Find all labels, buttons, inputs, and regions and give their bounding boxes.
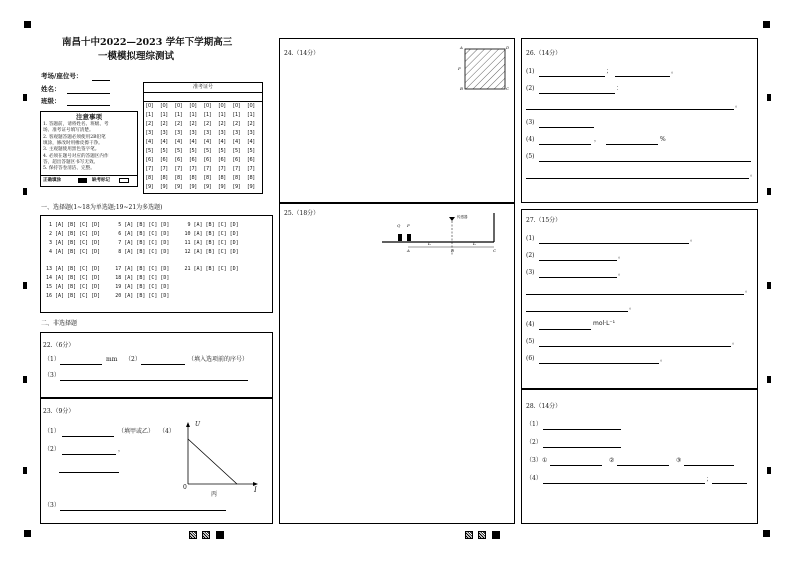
q26-part5-label: (5)	[526, 153, 535, 160]
admission-digit-bubble[interactable]: [3]	[175, 130, 183, 136]
absent-mark-label: 缺考标记	[92, 178, 110, 183]
timing-mark	[767, 376, 771, 383]
admission-digit-bubble[interactable]: [9]	[218, 184, 226, 190]
choice-row[interactable]: 3 [A] [B] [C] [D] 7 [A] [B] [C] [D] 11 [A] [B] [C] [D]	[46, 240, 239, 246]
admission-digit-bubble[interactable]: [8]	[218, 175, 226, 181]
admission-digit-bubble[interactable]: [9]	[247, 184, 255, 190]
q25-panel	[279, 203, 515, 524]
q27-answer5[interactable]	[539, 346, 731, 347]
notice-line: 2. 客观题答题必须使用2B铅笔	[43, 134, 106, 140]
choice-panel	[40, 215, 273, 313]
page-code-mark	[465, 531, 473, 539]
admission-number-label: 准考证号	[192, 84, 213, 90]
registration-mark	[763, 530, 770, 537]
q28-answer4b[interactable]	[712, 483, 747, 484]
q27-part4-label: (4)	[526, 321, 535, 328]
admission-digit-bubble[interactable]: [2]	[233, 121, 241, 127]
q25-label-b: B	[451, 248, 454, 253]
admission-digit-bubble[interactable]: [2]	[146, 121, 154, 127]
q27-panel	[521, 209, 758, 389]
admission-digit-bubble[interactable]: [4]	[233, 139, 241, 145]
q23-answer2a[interactable]	[62, 454, 116, 455]
q27-end5: 。	[732, 339, 739, 346]
q28-circle3: ③	[676, 457, 682, 464]
q25-sensor-label: 传感器	[457, 215, 468, 219]
notice-line: 答，超出答题区书写无效。	[43, 159, 99, 165]
admission-digit-bubble[interactable]: [2]	[160, 121, 168, 127]
correct-fill-label: 正确填涂	[43, 178, 61, 183]
admission-digit-bubble[interactable]: [9]	[189, 184, 197, 190]
class-field[interactable]	[67, 105, 110, 106]
admission-digit-bubble[interactable]: [6]	[218, 157, 226, 163]
correct-fill-sample	[78, 178, 87, 183]
q28-part1-label: （1）	[526, 421, 542, 428]
graph-caption: 丙	[211, 491, 218, 498]
q24-label-a: A	[460, 45, 463, 50]
admission-digit-bubble[interactable]: [7]	[218, 166, 226, 172]
q22-panel	[40, 332, 273, 398]
timing-mark	[23, 376, 27, 383]
timing-mark	[767, 94, 771, 101]
timing-mark	[23, 282, 27, 289]
q26-answer2a[interactable]	[539, 93, 615, 94]
admission-digit-bubble[interactable]: [6]	[233, 157, 241, 163]
notice-title: 注意事项	[76, 113, 102, 121]
q27-part5-label: (5)	[526, 338, 535, 345]
admission-digit-bubble[interactable]: [3]	[160, 130, 168, 136]
q24-heading: 24.（14分）	[284, 50, 320, 57]
q27-part1-label: (1)	[526, 235, 535, 242]
q27-part3-label: (3)	[526, 269, 535, 276]
q28-part3-label: （3）	[526, 457, 542, 464]
q23-answer3[interactable]	[60, 510, 226, 511]
q27-answer3a[interactable]	[539, 277, 617, 278]
q26-answer4b[interactable]	[606, 144, 658, 145]
admission-digit-bubble[interactable]: [5]	[189, 148, 197, 154]
q28-answer3c[interactable]	[684, 465, 734, 466]
q26-answer1a[interactable]	[539, 76, 605, 77]
admission-digit-bubble[interactable]: [0]	[175, 103, 183, 109]
registration-mark	[24, 530, 31, 537]
admission-digit-bubble[interactable]: [7]	[233, 166, 241, 172]
q28-answer3a[interactable]	[550, 465, 602, 466]
admission-digit-bubble[interactable]: [0]	[204, 103, 212, 109]
admission-digit-bubble[interactable]: [8]	[233, 175, 241, 181]
q22-heading: 22.（6分）	[43, 342, 75, 349]
admission-digit-bubble[interactable]: [4]	[160, 139, 168, 145]
admission-digit-bubble[interactable]: [2]	[218, 121, 226, 127]
notice-line: 填涂，修改时用橡皮擦干净。	[43, 140, 103, 146]
choice-row[interactable]: 14 [A] [B] [C] [D] 18 [A] [B] [C] [D]	[46, 275, 170, 281]
q24-label-c: C	[506, 86, 510, 91]
admission-digit-bubble[interactable]: [6]	[175, 157, 183, 163]
notice-line: 场、准考证号填写清楚。	[43, 128, 94, 134]
graph-origin: 0	[183, 484, 187, 491]
admission-digit-bubble[interactable]: [4]	[175, 139, 183, 145]
q27-end1: 。	[690, 236, 697, 243]
q23-comma: ，	[118, 446, 125, 453]
q23-answer1[interactable]	[62, 436, 114, 437]
admission-digit-bubble[interactable]: [1]	[175, 112, 183, 118]
admission-digit-bubble[interactable]: [0]	[146, 103, 154, 109]
q22-answer3[interactable]	[60, 380, 248, 381]
choice-row[interactable]: 13 [A] [B] [C] [D] 17 [A] [B] [C] [D] 21 [A] [B] [C] [D]	[46, 266, 239, 272]
q27-end3b: 。	[745, 287, 752, 294]
q24-label-b: B	[460, 86, 463, 91]
admission-digit-bubble[interactable]: [4]	[247, 139, 255, 145]
q23-panel	[40, 398, 273, 524]
admission-digit-bubble[interactable]: [5]	[175, 148, 183, 154]
admission-digit-bubble[interactable]: [1]	[204, 112, 212, 118]
admission-digit-bubble[interactable]: [3]	[218, 130, 226, 136]
q23-answer2b[interactable]	[59, 472, 119, 473]
q24-panel	[279, 38, 515, 203]
q27-end2: 。	[618, 253, 625, 260]
admission-digit-bubble[interactable]: [6]	[189, 157, 197, 163]
q23-heading: 23.（9分）	[43, 408, 75, 415]
admission-digit-bubble[interactable]: [9]	[175, 184, 183, 190]
absent-mark-box[interactable]	[119, 178, 129, 183]
timing-mark	[767, 188, 771, 195]
admission-digit-bubble[interactable]: [0]	[160, 103, 168, 109]
admission-digit-bubble[interactable]: [3]	[247, 130, 255, 136]
q27-answer4[interactable]	[539, 329, 591, 330]
admission-digit-bubble[interactable]: [8]	[175, 175, 183, 181]
admission-digit-bubble[interactable]: [9]	[160, 184, 168, 190]
q26-answer5a[interactable]	[539, 161, 751, 162]
q26-end: 。	[671, 68, 678, 75]
admission-digit-bubble[interactable]: [2]	[175, 121, 183, 127]
q25-label-c: C	[493, 248, 497, 253]
page-code-mark	[216, 531, 224, 539]
admission-digit-bubble[interactable]: [2]	[189, 121, 197, 127]
section2-title: 二、非选择题	[41, 320, 78, 327]
q27-end6: 。	[660, 356, 667, 363]
admission-digit-bubble[interactable]: [0]	[247, 103, 255, 109]
admission-digit-bubble[interactable]: [7]	[146, 166, 154, 172]
admission-digit-bubble[interactable]: [4]	[218, 139, 226, 145]
q26-colon: ：	[616, 85, 623, 92]
admission-digit-bubble[interactable]: [9]	[233, 184, 241, 190]
exam-room-label: 考场/座位号：	[41, 72, 83, 80]
q26-part3-label: (3)	[526, 119, 535, 126]
q22-answer1[interactable]	[60, 364, 102, 365]
q27-answer1[interactable]	[539, 243, 689, 244]
choice-row[interactable]: 16 [A] [B] [C] [D] 20 [A] [B] [C] [D]	[46, 293, 170, 299]
admission-digit-bubble[interactable]: [2]	[204, 121, 212, 127]
admission-digit-bubble[interactable]: [8]	[146, 175, 154, 181]
admission-digit-bubble[interactable]: [7]	[204, 166, 212, 172]
choice-row[interactable]: 4 [A] [B] [C] [D] 8 [A] [B] [C] [D] 12 [A] [B] [C] [D]	[46, 249, 239, 255]
exam-room-field[interactable]	[92, 80, 110, 81]
q25-label-a: A	[407, 248, 410, 253]
q28-answer1[interactable]	[543, 429, 621, 430]
q25-diagram	[380, 209, 504, 259]
page-code-mark	[189, 531, 197, 539]
name-field[interactable]	[67, 93, 110, 94]
q28-part2-label: （2）	[526, 439, 542, 446]
q23-part3-label: （3）	[44, 502, 60, 509]
admission-digit-bubble[interactable]: [6]	[160, 157, 168, 163]
admission-digit-bubble[interactable]: [1]	[160, 112, 168, 118]
q27-end3: 。	[618, 270, 625, 277]
timing-mark	[23, 467, 27, 474]
name-label: 姓名：	[41, 85, 61, 93]
admission-digit-bubble[interactable]: [1]	[247, 112, 255, 118]
admission-digit-bubble[interactable]: [8]	[247, 175, 255, 181]
admission-digit-bubble[interactable]: [0]	[189, 103, 197, 109]
q27-part6-label: (6)	[526, 355, 535, 362]
q26-panel	[521, 38, 758, 203]
q26-answer4a[interactable]	[539, 144, 591, 145]
q28-answer2[interactable]	[543, 447, 621, 448]
admission-digit-bubble[interactable]: [1]	[233, 112, 241, 118]
admission-digit-bubble[interactable]: [1]	[146, 112, 154, 118]
admission-digit-bubble[interactable]: [6]	[204, 157, 212, 163]
admission-digit-bubble[interactable]: [5]	[247, 148, 255, 154]
ui-line	[188, 439, 237, 484]
q26-percent: %	[660, 136, 666, 143]
registration-mark	[24, 21, 31, 28]
q22-unit: mm	[106, 356, 118, 363]
exam-title-line2: 一模模拟理综测试	[98, 51, 175, 62]
q27-heading: 27.（15分）	[526, 217, 562, 224]
exam-title-line1: 南昌十中2022—2023 学年下学期高三	[62, 37, 233, 48]
registration-mark	[763, 21, 770, 28]
admission-digit-bubble[interactable]: [7]	[247, 166, 255, 172]
q24-label-p: P	[458, 66, 461, 71]
timing-mark	[23, 94, 27, 101]
q27-end3c: 。	[629, 304, 636, 311]
admission-digit-bubble[interactable]: [5]	[146, 148, 154, 154]
admission-digit-bubble[interactable]: [6]	[146, 157, 154, 163]
q26-sep: ；	[606, 68, 613, 75]
q23-part4-label: （4）	[159, 428, 175, 435]
q22-part3-label: （3）	[44, 372, 60, 379]
block-p	[407, 234, 411, 241]
admission-digit-bubble[interactable]: [4]	[146, 139, 154, 145]
admission-digit-bubble[interactable]: [7]	[189, 166, 197, 172]
admission-digit-bubble[interactable]: [3]	[204, 130, 212, 136]
admission-digit-bubble[interactable]: [4]	[189, 139, 197, 145]
q26-answer3[interactable]	[539, 127, 594, 128]
choice-row[interactable]: 2 [A] [B] [C] [D] 6 [A] [B] [C] [D] 10 [A] [B] [C] [D]	[46, 231, 239, 237]
admission-digit-bubble[interactable]: [7]	[160, 166, 168, 172]
notice-line: 5. 保持答卷清洁、完整。	[43, 166, 95, 172]
admission-digit-bubble[interactable]: [5]	[233, 148, 241, 154]
q28-heading: 28.（14分）	[526, 403, 562, 410]
admission-digit-bubble[interactable]: [2]	[247, 121, 255, 127]
timing-mark	[767, 467, 771, 474]
admission-number-box	[143, 82, 263, 194]
q28-answer3b[interactable]	[617, 465, 669, 466]
q26-answer2b[interactable]	[526, 109, 734, 110]
admission-digit-bubble[interactable]: [5]	[204, 148, 212, 154]
page-code-mark	[202, 531, 210, 539]
admission-digit-bubble[interactable]: [9]	[204, 184, 212, 190]
notice-box	[40, 111, 138, 187]
q26-part2-label: (2)	[526, 85, 535, 92]
block-q	[398, 234, 402, 241]
notice-line: 1. 答题前，请将姓名、班级、考	[43, 122, 109, 127]
ui-graph[interactable]	[181, 421, 261, 499]
q28-part4-label: （4）	[526, 475, 542, 482]
q26-part1-label: (1)	[526, 68, 535, 75]
q27-answer6[interactable]	[539, 363, 659, 364]
q23-part2-label: （2）	[44, 446, 60, 453]
admission-digit-bubble[interactable]: [5]	[218, 148, 226, 154]
q26-heading: 26.（14分）	[526, 50, 562, 57]
q22-part1-label: （1）	[44, 356, 60, 363]
choice-row[interactable]: 15 [A] [B] [C] [D] 19 [A] [B] [C] [D]	[46, 284, 170, 290]
admission-digit-bubble[interactable]: [4]	[204, 139, 212, 145]
q25-label-l1: L	[428, 242, 431, 247]
admission-digit-bubble[interactable]: [3]	[189, 130, 197, 136]
admission-digit-bubble[interactable]: [3]	[146, 130, 154, 136]
q26-end2: 。	[735, 102, 742, 109]
q25-label-p: P	[407, 223, 410, 228]
admission-digit-bubble[interactable]: [5]	[160, 148, 168, 154]
i-axis-label: I	[254, 486, 257, 494]
section1-title: 一、选择题(1~18为单选题;19~21为多选题)	[41, 204, 163, 211]
field-region	[465, 49, 505, 89]
u-axis-label: U	[195, 421, 201, 428]
admission-digit-bubble[interactable]: [0]	[218, 103, 226, 109]
notice-line: 4. 必须在题号对应的答题区内作	[43, 153, 109, 159]
admission-digit-bubble[interactable]: [3]	[233, 130, 241, 136]
q26-answer5b[interactable]	[526, 178, 749, 179]
q28-sep: ；	[706, 476, 713, 483]
timing-mark	[23, 188, 27, 195]
q27-answer3c[interactable]	[526, 311, 628, 312]
q27-unit: mol·L⁻¹	[593, 320, 616, 327]
q22-answer2[interactable]	[141, 364, 185, 365]
q24-diagram	[460, 45, 510, 93]
q24-label-d: D	[506, 45, 510, 50]
q27-answer2[interactable]	[539, 260, 617, 261]
q25-label-l2: L	[473, 242, 476, 247]
timing-mark	[767, 282, 771, 289]
page-code-mark	[492, 531, 500, 539]
admission-digit-bubble[interactable]: [6]	[247, 157, 255, 163]
sensor-icon	[449, 217, 455, 221]
q26-part4-label: (4)	[526, 136, 535, 143]
admission-digit-bubble[interactable]: [8]	[160, 175, 168, 181]
admission-digit-bubble[interactable]: [9]	[146, 184, 154, 190]
q28-circle2: ②	[609, 457, 615, 464]
q22-part2-label: （2）	[125, 356, 141, 363]
q23-part1-label: （1）	[44, 428, 60, 435]
class-label: 班级：	[41, 97, 61, 105]
admission-digit-bubble[interactable]: [8]	[189, 175, 197, 181]
q27-answer3b[interactable]	[526, 294, 744, 295]
choice-row[interactable]: 1 [A] [B] [C] [D] 5 [A] [B] [C] [D] 9 [A] [B] [C] [D]	[46, 222, 239, 228]
q25-label-q: Q	[397, 223, 401, 228]
admission-digit-bubble[interactable]: [1]	[218, 112, 226, 118]
admission-digit-bubble[interactable]: [7]	[175, 166, 183, 172]
q28-answer4a[interactable]	[543, 483, 705, 484]
q22-hint: （填入选项前的序号）	[188, 356, 249, 363]
q28-circle1: ①	[542, 457, 548, 464]
page-code-mark	[478, 531, 486, 539]
q28-panel	[521, 389, 758, 524]
notice-line: 3. 主观题使用黑色签字笔。	[43, 147, 100, 153]
q27-part2-label: (2)	[526, 252, 535, 259]
admission-digit-bubble[interactable]: [8]	[204, 175, 212, 181]
admission-digit-bubble[interactable]: [0]	[233, 103, 241, 109]
q26-answer1b[interactable]	[615, 76, 670, 77]
q23-hint: （填甲或乙）	[118, 428, 155, 435]
q26-p4-sep: ，	[594, 136, 601, 143]
q25-heading: 25.（18分）	[284, 210, 320, 217]
admission-digit-bubble[interactable]: [1]	[189, 112, 197, 118]
q26-end3: 。	[750, 171, 757, 178]
